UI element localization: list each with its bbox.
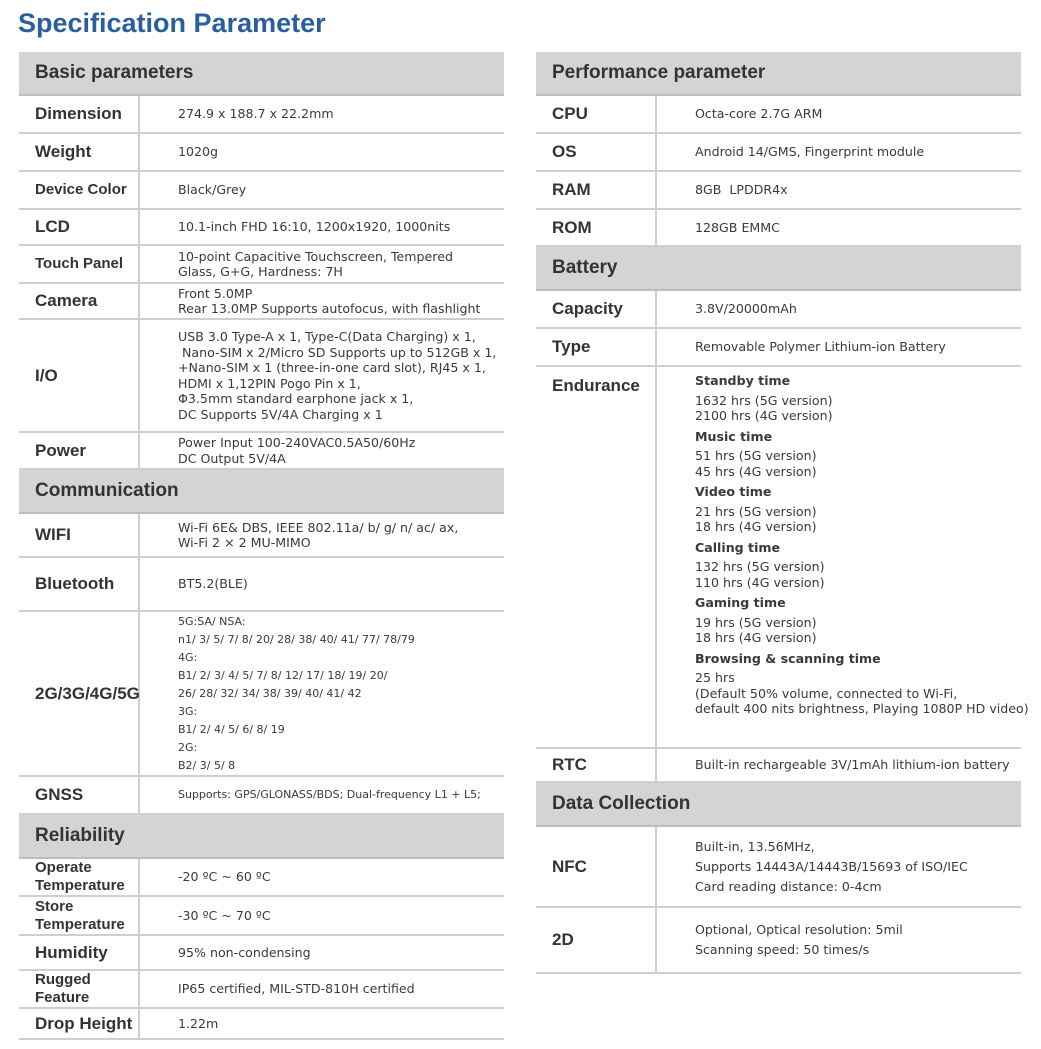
- spec-label: Type: [536, 329, 657, 365]
- spec-value-line: Supports 14443A/14443B/15693 of ISO/IEC: [695, 858, 968, 874]
- spec-row-weight: [19, 134, 504, 172]
- spec-label: Rugged Feature: [19, 971, 140, 1007]
- spec-value-line: 128GB EMMC: [695, 219, 780, 235]
- spec-value: [657, 749, 1021, 781]
- spec-value-line: Removable Polymer Lithium-ion Battery: [695, 339, 946, 355]
- spec-row-capacity: [536, 291, 1021, 329]
- spec-value-line: 1.22m: [178, 1015, 219, 1031]
- spec-value-line: 4G:: [178, 650, 198, 664]
- spec-label: NFC: [536, 827, 657, 906]
- spec-value-line: Optional, Optical resolution: 5mil: [695, 922, 903, 937]
- spec-value-line: -20 ºC ~ 60 ºC: [178, 869, 271, 885]
- spec-value-line: DC Supports 5V/4A Charging x 1: [178, 406, 383, 422]
- spec-value-line: B2/ 3/ 5/ 8: [178, 758, 236, 772]
- spec-value-line: n1/ 3/ 5/ 7/ 8/ 20/ 28/ 38/ 40/ 41/ 77/ 78/79: [178, 632, 415, 646]
- endurance-value-line: 110 hrs (4G version): [695, 574, 825, 590]
- spec-row-drop-height: [19, 1009, 504, 1040]
- spec-row-camera: [19, 284, 504, 320]
- spec-value: [657, 210, 1021, 245]
- endurance-group-label: Music time: [695, 428, 773, 444]
- spec-value: [140, 134, 504, 170]
- spec-label: ROM: [536, 210, 657, 245]
- spec-value-line: Nano-SIM x 2/Micro SD Supports up to 512GB x 1,: [178, 344, 497, 360]
- page-title: Specification Parameter: [18, 8, 326, 38]
- spec-label: 2D: [536, 908, 657, 972]
- section-header-communication: Communication: [19, 470, 504, 514]
- spec-row-humidity: [19, 936, 504, 971]
- endurance-group-label: Browsing & scanning time: [695, 650, 881, 666]
- spec-value: [140, 971, 504, 1007]
- spec-row-bluetooth: [19, 558, 504, 612]
- spec-row-cpu: [536, 96, 1021, 134]
- spec-value: [140, 246, 504, 282]
- spec-label: 2G/3G/4G/5G: [19, 612, 140, 775]
- spec-label: RAM: [536, 172, 657, 208]
- endurance-value-line: 2100 hrs (4G version): [695, 408, 833, 423]
- spec-label: Dimension: [19, 96, 140, 132]
- spec-label: Camera: [19, 284, 140, 318]
- spec-label: OS: [536, 134, 657, 170]
- endurance-value-line: (Default 50% volume, connected to Wi-Fi,: [695, 685, 958, 701]
- spec-value-line: BT5.2(BLE): [178, 576, 248, 592]
- spec-value: [140, 1009, 504, 1038]
- spec-row-rtc: [536, 749, 1021, 783]
- spec-value: [657, 134, 1021, 170]
- spec-value: [657, 329, 1021, 365]
- spec-label: CPU: [536, 96, 657, 132]
- endurance-group-label: Gaming time: [695, 595, 786, 610]
- endurance-group-label: Calling time: [695, 539, 781, 555]
- spec-row-lcd: [19, 210, 504, 246]
- right-spec-column: [536, 52, 1029, 974]
- endurance-value-line: 19 hrs (5G version): [695, 614, 817, 630]
- spec-value: [140, 897, 504, 934]
- spec-value: [140, 777, 504, 813]
- spec-value-line: 8GB LPDDR4x: [695, 182, 788, 198]
- spec-value-line: Supports: GPS/GLONASS/BDS; Dual-frequency L1 + L5;: [178, 788, 481, 801]
- spec-row-rom: [536, 210, 1021, 247]
- spec-value-line: USB 3.0 Type-A x 1, Type-C(Data Charging) x 1,: [178, 329, 476, 344]
- spec-value-line: DC Output 5V/4A: [178, 450, 286, 466]
- endurance-value-line: 18 hrs (4G version): [695, 519, 817, 534]
- spec-row-endurance: [536, 367, 1029, 749]
- spec-label: Drop Height: [19, 1009, 140, 1038]
- spec-value: [657, 96, 1021, 132]
- spec-row-rugged-feature: [19, 971, 504, 1009]
- spec-label: Store Temperature: [19, 897, 140, 934]
- spec-row-touch-panel: [19, 246, 504, 284]
- section-header-performance-parameter: Performance parameter: [536, 52, 1021, 96]
- endurance-value-line: 132 hrs (5G version): [695, 559, 825, 574]
- spec-value: [140, 612, 504, 775]
- spec-value-line: 3G:: [178, 704, 198, 718]
- spec-label: Endurance: [536, 367, 657, 747]
- spec-value: [140, 514, 504, 556]
- spec-value-line: B1/ 2/ 3/ 4/ 5/ 7/ 8/ 12/ 17/ 18/ 19/ 20/: [178, 668, 388, 682]
- spec-row-nfc: [536, 827, 1021, 908]
- spec-value-line: Wi-Fi 6E& DBS, IEEE 802.11a/ b/ g/ n/ ac/ ax,: [178, 519, 459, 535]
- endurance-value-line: 21 hrs (5G version): [695, 503, 817, 519]
- spec-row-wifi: [19, 514, 504, 558]
- spec-label: RTC: [536, 749, 657, 781]
- spec-value: [657, 827, 1021, 906]
- spec-row-ram: [536, 172, 1021, 210]
- spec-row-os: [536, 134, 1021, 172]
- spec-value-line: +Nano-SIM x 1 (three-in-one card slot), RJ45 x 1,: [178, 360, 486, 375]
- spec-value: [140, 859, 504, 895]
- spec-value-line: Front 5.0MP: [178, 285, 253, 301]
- spec-label: LCD: [19, 210, 140, 244]
- spec-value-line: 3.8V/20000mAh: [695, 301, 797, 317]
- left-spec-column: [19, 52, 504, 1040]
- spec-row-device-color: [19, 172, 504, 210]
- spec-value: [140, 936, 504, 969]
- section-header-data-collection: Data Collection: [536, 783, 1021, 827]
- endurance-value-line: 1632 hrs (5G version): [695, 392, 833, 408]
- spec-value-line: Black/Grey: [178, 182, 247, 198]
- spec-value-line: 1020g: [178, 144, 219, 160]
- spec-value-line: -30 ºC ~ 70 ºC: [178, 907, 271, 923]
- spec-row-dimension: [19, 96, 504, 134]
- section-header-reliability: Reliability: [19, 815, 504, 859]
- spec-value: [140, 433, 504, 468]
- spec-value-line: Built-in, 13.56MHz,: [695, 838, 815, 854]
- spec-row-2g-3g-4g-5g: [19, 612, 504, 777]
- spec-value: [657, 291, 1021, 327]
- spec-value-line: Glass, G+G, Hardness: 7H: [178, 264, 343, 279]
- spec-label: WIFI: [19, 514, 140, 556]
- spec-label: Touch Panel: [19, 246, 140, 282]
- spec-label: Operate Temperature: [19, 859, 140, 895]
- spec-value: [140, 210, 504, 244]
- spec-value-line: 5G:SA/ NSA:: [178, 614, 246, 628]
- spec-value-line: Card reading distance: 0-4cm: [695, 878, 882, 894]
- spec-value-line: Built-in rechargeable 3V/1mAh lithium-ion battery: [695, 757, 1010, 773]
- spec-row-store-temperature: [19, 897, 504, 936]
- spec-value-line: 10-point Capacitive Touchscreen, Tempered: [178, 248, 453, 264]
- spec-value-line: Wi-Fi 2 × 2 MU-MIMO: [178, 535, 311, 550]
- section-header-basic-parameters: Basic parameters: [19, 52, 504, 96]
- spec-value-line: Scanning speed: 50 times/s: [695, 942, 870, 957]
- spec-row-i-o: [19, 320, 504, 433]
- spec-value-line: Rear 13.0MP Supports autofocus, with flashlight: [178, 301, 481, 316]
- spec-label: Humidity: [19, 936, 140, 969]
- spec-value: [140, 558, 504, 610]
- endurance-group-label: Standby time: [695, 373, 791, 388]
- spec-value-line: 26/ 28/ 32/ 34/ 38/ 39/ 40/ 41/ 42: [178, 686, 362, 700]
- spec-row-2d: [536, 908, 1021, 974]
- spec-value: [140, 172, 504, 208]
- spec-value-line: Android 14/GMS, Fingerprint module: [695, 144, 925, 160]
- spec-value-line: 2G:: [178, 740, 198, 754]
- spec-row-operate-temperature: [19, 859, 504, 897]
- endurance-group-label: Video time: [695, 484, 772, 499]
- spec-value-line: Power Input 100-240VAC0.5A50/60Hz: [178, 435, 416, 450]
- spec-value: [140, 284, 504, 318]
- spec-value: [657, 367, 1033, 747]
- spec-row-gnss: [19, 777, 504, 815]
- spec-label: GNSS: [19, 777, 140, 813]
- spec-label: I/O: [19, 320, 140, 431]
- spec-label: Weight: [19, 134, 140, 170]
- spec-value: [140, 320, 504, 431]
- spec-label: Device Color: [19, 172, 140, 208]
- spec-value: [140, 96, 504, 132]
- spec-value-line: HDMI x 1,12PIN Pogo Pin x 1,: [178, 375, 361, 391]
- spec-value-line: 274.9 x 188.7 x 22.2mm: [178, 106, 334, 122]
- spec-value: [657, 908, 1021, 972]
- endurance-value-line: default 400 nits brightness, Playing 1080P HD video): [695, 701, 1029, 716]
- endurance-value-line: 25 hrs: [695, 670, 735, 685]
- spec-row-type: [536, 329, 1021, 367]
- spec-row-power: [19, 433, 504, 470]
- spec-label: Capacity: [536, 291, 657, 327]
- spec-value-line: 10.1-inch FHD 16:10, 1200x1920, 1000nits: [178, 219, 451, 235]
- endurance-value-line: 18 hrs (4G version): [695, 630, 817, 645]
- spec-value-line: Φ3.5mm standard earphone jack x 1,: [178, 391, 414, 406]
- spec-value-line: 95% non-condensing: [178, 944, 311, 960]
- spec-label: Power: [19, 433, 140, 468]
- spec-value-line: Octa-core 2.7G ARM: [695, 106, 823, 122]
- section-header-battery: Battery: [536, 247, 1021, 291]
- endurance-value-line: 51 hrs (5G version): [695, 448, 817, 463]
- spec-value-line: IP65 certified, MIL-STD-810H certified: [178, 981, 415, 997]
- spec-label: Bluetooth: [19, 558, 140, 610]
- spec-value-line: B1/ 2/ 4/ 5/ 6/ 8/ 19: [178, 722, 285, 736]
- spec-value: [657, 172, 1021, 208]
- endurance-value-line: 45 hrs (4G version): [695, 463, 817, 479]
